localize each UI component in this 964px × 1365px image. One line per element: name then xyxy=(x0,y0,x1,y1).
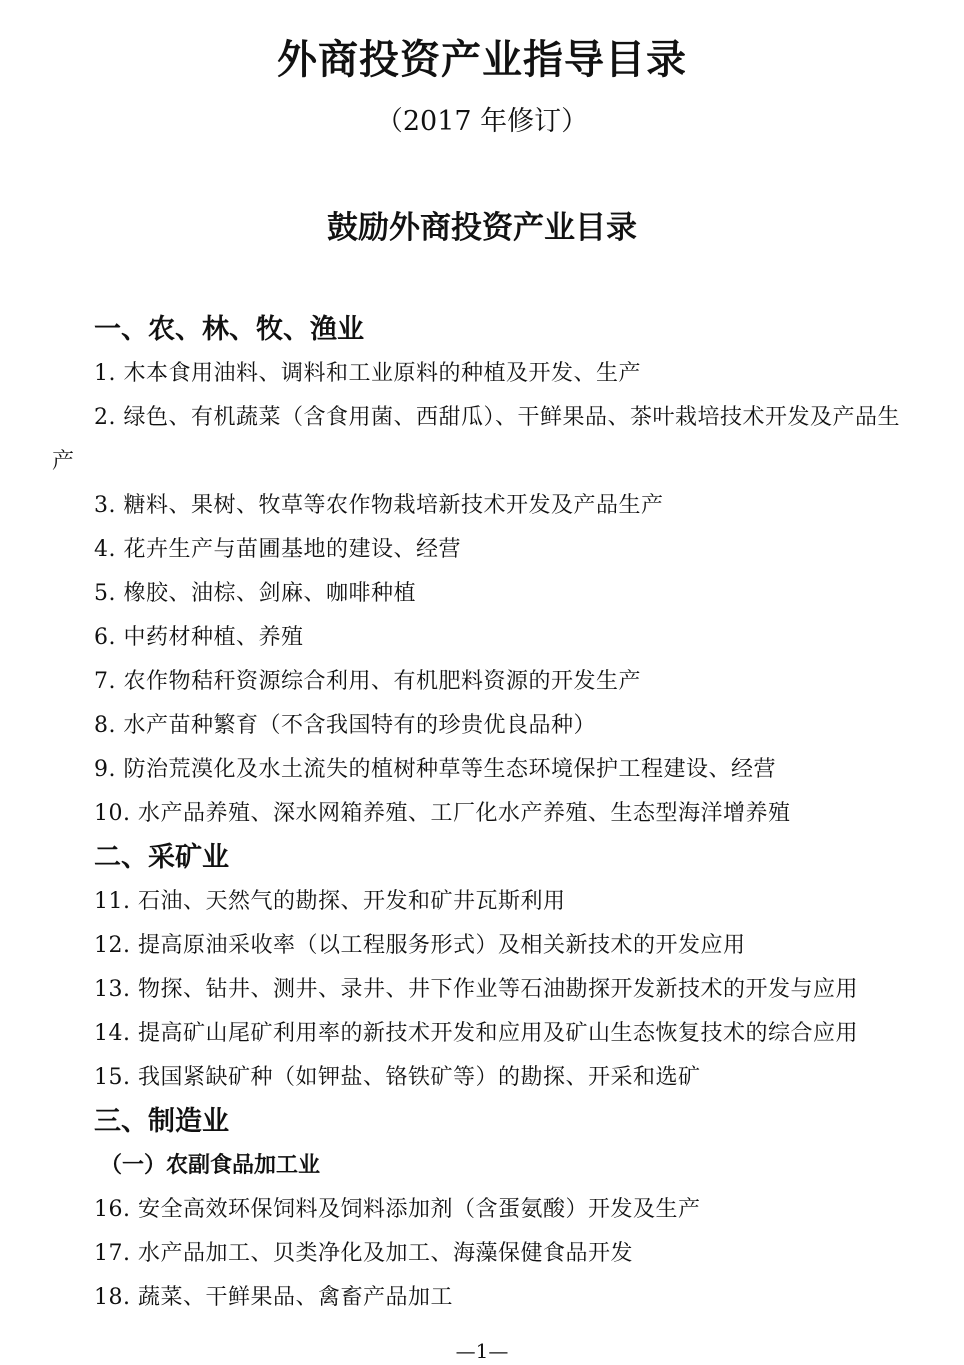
list-item: 13. 物探、钻井、测井、录井、井下作业等石油勘探开发新技术的开发与应用 xyxy=(94,977,858,1002)
category-heading: 三、制造业 xyxy=(94,1106,229,1137)
list-item: 15. 我国紧缺矿种（如钾盐、铬铁矿等）的勘探、开采和选矿 xyxy=(94,1065,701,1090)
list-item: 16. 安全高效环保饲料及饲料添加剂（含蛋氨酸）开发及生产 xyxy=(94,1197,701,1222)
list-item: 14. 提高矿山尾矿利用率的新技术开发和应用及矿山生态恢复技术的综合应用 xyxy=(94,1021,858,1046)
list-item: 12. 提高原油采收率（以工程服务形式）及相关新技术的开发应用 xyxy=(94,933,746,958)
list-item: 11. 石油、天然气的勘探、开发和矿井瓦斯利用 xyxy=(94,889,566,914)
page-number: —1— xyxy=(455,1339,509,1363)
list-item: 4. 花卉生产与苗圃基地的建设、经营 xyxy=(94,537,461,562)
category-heading: 二、采矿业 xyxy=(94,842,229,873)
list-item: 5. 橡胶、油棕、剑麻、咖啡种植 xyxy=(94,581,416,606)
subcategory-heading: （一）农副食品加工业 xyxy=(100,1153,321,1178)
document-title: 外商投资产业指导目录 xyxy=(277,37,687,83)
list-item: 6. 中药材种植、养殖 xyxy=(94,625,304,650)
list-item: 3. 糖料、果树、牧草等农作物栽培新技术开发及产品生产 xyxy=(94,493,664,518)
list-item: 2. 绿色、有机蔬菜（含食用菌、西甜瓜）、干鲜果品、茶叶栽培技术开发及产品生产 xyxy=(52,405,900,474)
list-item: 7. 农作物秸秆资源综合利用、有机肥料资源的开发生产 xyxy=(94,669,641,694)
list-item: 18. 蔬菜、干鲜果品、禽畜产品加工 xyxy=(94,1285,453,1310)
list-item: 8. 水产苗种繁育（不含我国特有的珍贵优良品种） xyxy=(94,713,596,738)
list-item: 10. 水产品养殖、深水网箱养殖、工厂化水产养殖、生态型海洋增养殖 xyxy=(94,801,791,826)
list-item: 9. 防治荒漠化及水土流失的植树种草等生态环境保护工程建设、经营 xyxy=(94,757,776,782)
catalog-content xyxy=(52,308,922,1320)
list-item: 1. 木本食用油料、调料和工业原料的种植及开发、生产 xyxy=(94,361,641,386)
section-title: 鼓励外商投资产业目录 xyxy=(327,210,637,246)
category-heading: 一、农、林、牧、渔业 xyxy=(94,314,364,345)
document-subtitle: （2017 年修订） xyxy=(375,106,589,137)
list-item: 17. 水产品加工、贝类净化及加工、海藻保健食品开发 xyxy=(94,1241,633,1266)
